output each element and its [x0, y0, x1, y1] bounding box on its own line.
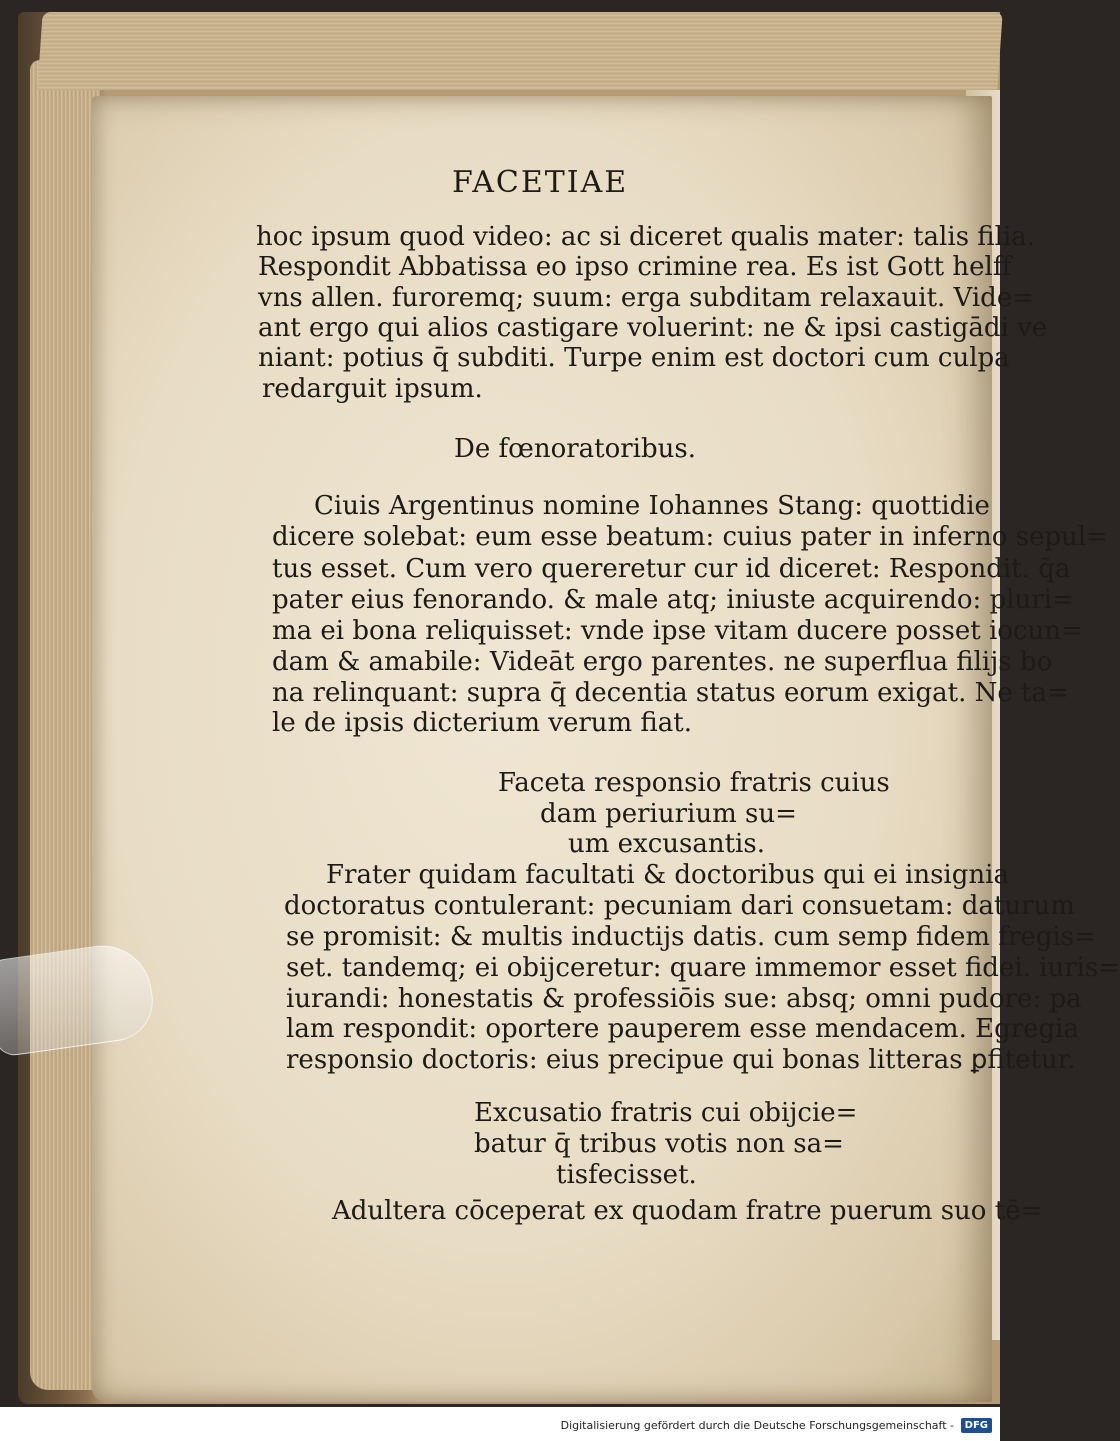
- section-heading: um excusantis.: [568, 829, 765, 859]
- section-heading: De fœnoratoribus.: [454, 434, 696, 464]
- section-heading: dam periurium su=: [540, 799, 797, 829]
- page-edges-left: [30, 60, 100, 1390]
- text-line: Adultera cōceperat ex quodam fratre puerum suo tē=: [332, 1196, 1043, 1226]
- text-line: Frater quidam facultati & doctoribus qui ei insignia: [326, 860, 1009, 890]
- footer-credit: Digitalisierung gefördert durch die Deutsche Forschungsgemeinschaft -: [560, 1419, 954, 1432]
- text-line: hoc ipsum quod video: ac si diceret qualis mater: talis filia.: [256, 222, 1036, 252]
- text-line: ma ei bona reliquisset: vnde ipse vitam ducere posset iocun=: [272, 616, 1083, 646]
- text-line: dam & amabile: Videāt ergo parentes. ne superflua filijs bo: [272, 647, 1053, 677]
- text-line: Respondit Abbatissa eo ipso crimine rea. Es ist Gott helff: [258, 252, 1012, 282]
- text-line: na relinquant: supra q̄ decentia status eorum exigat. Ne ta=: [272, 678, 1069, 708]
- text-line: set. tandemq; ei obijceretur: quare immemor esset fidei. iuris=: [286, 953, 1120, 983]
- text-line: tus esset. Cum vero quereretur cur id diceret: Respondit. q̄a: [272, 554, 1071, 584]
- section-heading: batur q̄ tribus votis non sa=: [474, 1129, 844, 1159]
- text-line: iurandi: honestatis & professiōis sue: absq; omni pudore: pa: [286, 984, 1082, 1014]
- page-edges-top: [37, 12, 1002, 90]
- text-line: dicere solebat: eum esse beatum: cuius pater in inferno sepul=: [272, 522, 1108, 552]
- text-line: se promisit: & multis inductijs datis. cum semp fidem fregis=: [286, 922, 1096, 952]
- text-line: doctoratus contulerant: pecuniam dari consuetam: daturum: [284, 891, 1075, 921]
- running-head: FACETIAE: [452, 165, 629, 200]
- text-line: redarguit ipsum.: [262, 374, 483, 404]
- section-heading: tisfecisset.: [556, 1160, 697, 1190]
- text-line: le de ipsis dicterium verum fiat.: [272, 708, 692, 738]
- text-line: vns allen. furoremq; suum: erga subditam relaxauit. Vide=: [258, 283, 1035, 313]
- section-heading: Faceta responsio fratris cuius: [498, 768, 890, 798]
- text-line: responsio doctoris: eius precipue qui bonas litteras ꝑfitetur.: [286, 1045, 1076, 1075]
- text-line: Ciuis Argentinus nomine Iohannes Stang: quottidie: [314, 491, 990, 521]
- dfg-logo: DFG: [961, 1418, 992, 1433]
- text-line: lam respondit: oportere pauperem esse mendacem. Egregia: [286, 1014, 1079, 1044]
- section-heading: Excusatio fratris cui obijcie=: [474, 1098, 858, 1128]
- text-line: niant: potius q̄ subditi. Turpe enim est doctori cum culpa: [258, 343, 1010, 373]
- text-line: pater eius fenorando. & male atq; iniuste acquirendo: pluri=: [272, 585, 1074, 615]
- text-line: ant ergo qui alios castigare voluerint: ne & ipsi castigādi ve: [258, 313, 1048, 343]
